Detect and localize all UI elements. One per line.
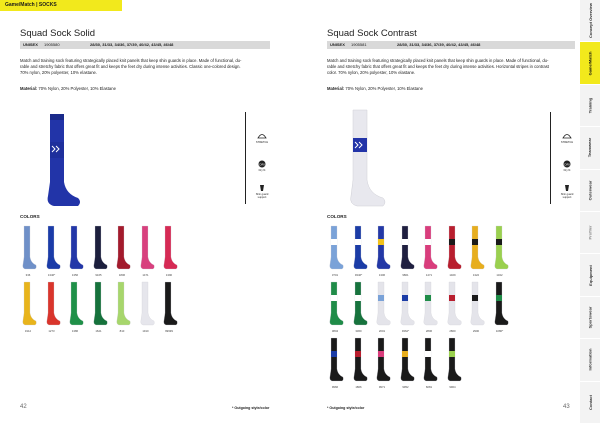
sock-image [349,337,369,383]
feature-label: Shin guard support [560,193,574,199]
color-code: 6081 [425,385,433,389]
color-code: 1322 [496,273,503,277]
color-swatch [325,337,345,389]
material-value: 70% Nylon, 20% Polyester, 10% Elastane [37,86,116,91]
feature-label: Dry fit [258,169,266,172]
sock-image [18,225,38,271]
feature-rail [550,112,578,204]
color-swatch [136,225,156,277]
feature-stretch [557,132,577,144]
color-swatch [42,281,62,333]
color-swatch [325,281,345,333]
product-code: 1905580 [44,42,60,47]
product-title: Squad Sock Solid [20,28,95,39]
color-swatch [396,225,416,277]
color-code: 1471 [425,273,433,277]
color-swatch [443,281,463,333]
tab-label: Profiler [587,225,593,240]
sock-image [112,281,132,327]
color-code: 9904 [449,385,456,389]
feature-dry [252,160,272,172]
color-swatch [349,337,369,389]
sock-image [159,225,179,271]
color-swatch [42,225,62,277]
size-range: 28/30, 31/33, 34/36, 37/39, 40/42, 43/45, 46/48 [90,42,174,47]
color-swatch-grid [325,225,515,393]
dri-icon [257,160,267,168]
color-code: 3360 [355,329,362,333]
color-swatch [159,225,179,277]
product-description [20,58,282,77]
color-code: 9952 [402,385,409,389]
color-code: 1806 [355,385,362,389]
color-swatch [372,225,392,277]
right-page [305,0,580,424]
tab-label: Training [587,97,593,114]
colors-heading: COLORS [20,214,40,219]
color-code: 1390 [165,273,173,277]
sock-image [65,281,85,327]
section-tabs [580,0,600,424]
material-label: Material: [327,86,345,91]
sock-image [42,281,62,327]
left-page [0,0,290,424]
color-swatch [89,225,109,277]
sock-image [419,225,439,271]
sock-image [443,225,463,271]
sock-image [443,337,463,383]
sock-image [65,225,85,271]
color-swatch [396,337,416,389]
description-line: Match and training sock featuring strategically placed knit panels that keep shin guards in place. Made of functional, du- [327,58,549,63]
tab-concept-overview[interactable] [580,0,600,42]
sock-image [419,281,439,327]
color-code: 2800 [449,329,456,333]
sock-image [396,337,416,383]
description-line: Match and training sock featuring strategically placed knit panels that keep shin guards in place. Made of functional, du- [20,58,242,63]
sock-image [349,225,369,271]
color-code: 99999 [165,329,173,333]
sock-image [18,281,38,327]
color-swatch [490,225,510,277]
sock-image [136,281,156,327]
sock-image [42,225,62,271]
tab-label: Outerwear [587,180,593,201]
color-code: 1806 [118,273,126,277]
sock-image [372,281,392,327]
color-swatch [89,281,109,333]
sock-image [325,225,345,271]
tab-contact[interactable] [580,382,600,424]
sock-image [349,281,369,327]
color-swatch [419,281,439,333]
tab-information[interactable] [580,339,600,381]
color-code: 9801 [402,273,409,277]
material-value: 70% Nylon, 20% Polyester, 10% Elastane [344,86,423,91]
sock-image [396,225,416,271]
sock-image [112,225,132,271]
sock-image [372,225,392,271]
feature-stretch [252,132,272,144]
spec-bar [20,41,270,49]
tab-sportswear[interactable] [580,297,600,339]
gender-label: UNISEX [330,42,345,47]
color-swatch [372,281,392,333]
product-title: Squad Sock Contrast [327,28,417,39]
color-code: 1386 [71,329,79,333]
feature-label: Dry fit [563,169,571,172]
sock-image [419,337,439,383]
color-code: 9362* [401,329,410,333]
color-code: 1273 [48,329,55,333]
color-code: 1322 [472,273,480,277]
sock-image [396,281,416,327]
color-swatch [112,281,132,333]
stretch-fabric-icon [257,132,267,140]
color-code: 2806 [425,329,433,333]
sock-image [466,225,486,271]
color-code: 1910 [142,329,149,333]
color-swatch [443,337,463,389]
color-code: 1409 [449,273,456,277]
color-swatch [65,281,85,333]
color-code: 2900 [472,329,480,333]
material-line [327,86,423,91]
color-swatch [349,225,369,277]
color-code: 1621 [95,329,102,333]
color-code: 1080* [495,329,504,333]
feature-shin [557,184,577,199]
colors-heading: COLORS [327,214,347,219]
color-code: 1356 [71,273,79,277]
material-line [20,86,116,91]
color-swatch [18,225,38,277]
color-swatch-grid [18,225,198,337]
color-swatch [490,281,510,333]
color-code: 9346* [354,273,363,277]
color-code: 1471 [142,273,149,277]
description-line: rable and stretchy fabric that offers great fit and keeps the feet dry during intense activities. Classic one-colored design. [20,64,241,70]
color-code: 1306 [378,273,386,277]
sock-image [89,225,109,271]
sock-image [490,225,510,271]
color-code: 3804 [331,329,339,333]
shin-guard-icon [562,184,572,192]
color-swatch [349,281,369,333]
hero-sock-image [42,112,82,210]
tab-label: Game/Match [587,51,593,75]
sock-image [443,281,463,327]
color-swatch [443,225,463,277]
color-code: 1912 [24,329,32,333]
color-swatch [65,225,85,277]
shin-guard-icon [257,184,267,192]
product-description [327,58,579,77]
tab-label: Contact [587,394,593,410]
feature-label: Shin guard support [255,193,269,199]
tab-training[interactable] [580,85,600,127]
color-swatch [112,225,132,277]
feature-label: STRETCH [560,141,574,144]
tab-label: Concept Overview [587,3,593,39]
material-label: Material: [20,86,38,91]
tab-equipment[interactable] [580,254,600,296]
color-swatch [466,281,486,333]
color-swatch [396,281,416,333]
hero-sock-image [345,108,387,210]
color-swatch [419,225,439,277]
feature-label: STRETCH [255,141,269,144]
spec-bar [327,41,575,49]
sock-image [325,337,345,383]
stretch-fabric-icon [562,132,572,140]
color-swatch [136,281,156,333]
description-line: 70% nylon, 20% polyester, 10% elastane. [20,70,98,76]
sock-image [490,281,510,327]
footnote: * Outgoing style/color [327,406,365,410]
color-code: 9966 [331,385,339,389]
tab-label: Information [587,348,593,371]
color-code: 9165 [95,273,102,277]
gender-label: UNISEX [23,42,38,47]
product-code: 1905581 [351,42,367,47]
sock-image [136,225,156,271]
color-code: 3701 [331,273,339,277]
page-number: 42 [20,404,27,410]
description-line: rable and stretchy fabric that offers great fit and keeps the feet dry during intense activities. Horizontal stripes in contrast [327,64,549,70]
breadcrumb: Game/Match | SOCKS [0,0,122,11]
footnote: * Outgoing style/color [232,406,270,410]
sock-image [466,281,486,327]
size-range: 28/30, 31/33, 34/36, 37/39, 40/42, 43/45, 46/48 [397,42,481,47]
tab-game-match[interactable] [580,42,600,84]
tab-label: Teamwear [587,138,593,158]
feature-shin [252,184,272,199]
sock-image [372,337,392,383]
tab-outerwear[interactable] [580,170,600,212]
color-swatch [18,281,38,333]
tab-label: Sportswear [587,306,593,329]
description-line: color. 70% nylon, 20% polyester, 10% elastane. [327,70,416,76]
color-code: 810 [119,329,125,333]
svg-text:DRI: DRI [259,162,265,167]
color-code: 9971 [378,385,386,389]
dri-icon [562,160,572,168]
tab-profiler[interactable] [580,212,600,254]
page-number: 43 [563,404,570,410]
color-swatch [159,281,179,333]
color-code: 1346* [47,273,56,277]
sock-image [89,281,109,327]
sock-image [159,281,179,327]
color-code: 336 [25,273,31,277]
color-swatch [325,225,345,277]
feature-rail [245,112,273,204]
color-swatch [372,337,392,389]
color-swatch [419,337,439,389]
tab-label: Equipment [587,264,593,286]
tab-teamwear[interactable] [580,127,600,169]
color-swatch [466,225,486,277]
svg-text:DRI: DRI [564,162,570,167]
sock-image [325,281,345,327]
feature-dry [557,160,577,172]
color-code: 2001 [378,329,386,333]
